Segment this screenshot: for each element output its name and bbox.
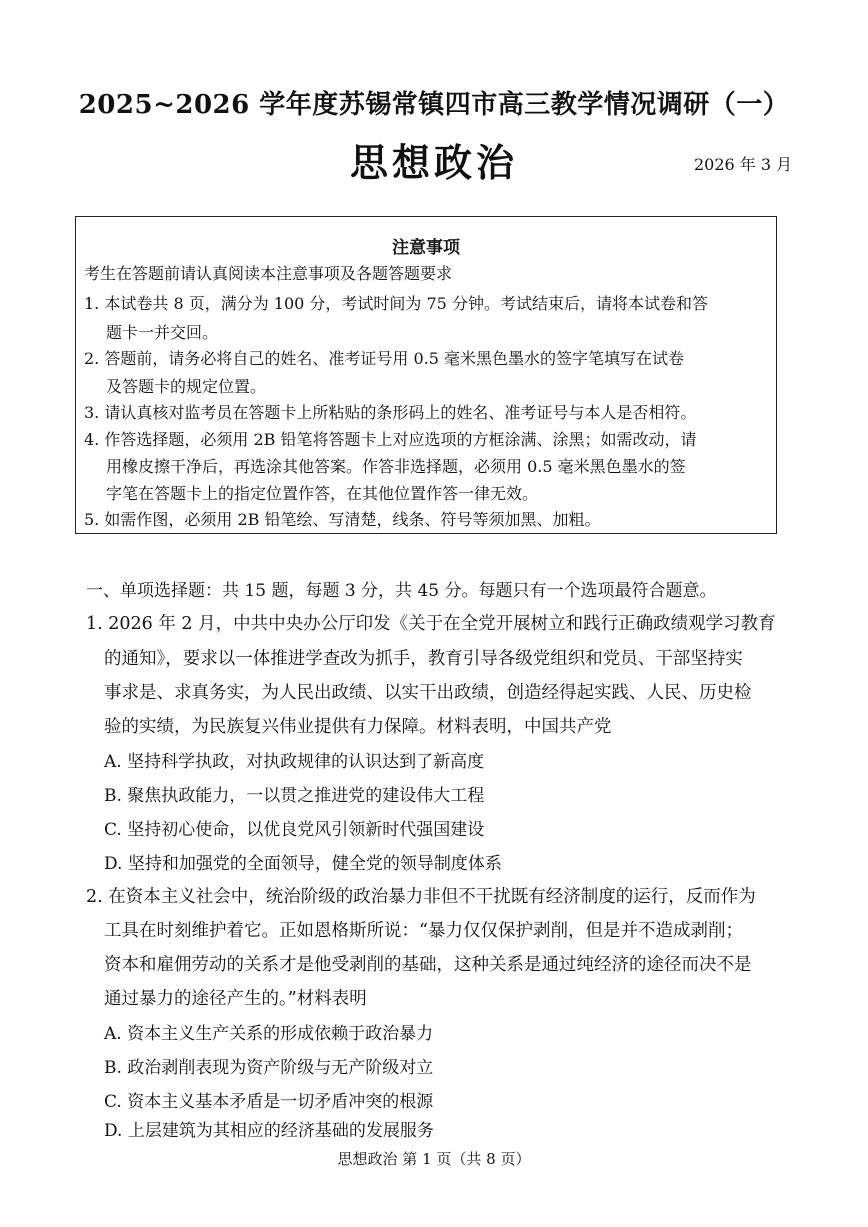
notice-item: 2. 答题前，请务必将自己的姓名、准考证号用 0.5 毫米黑色墨水的签字笔填写在试卷	[84, 349, 684, 368]
question-1-option-d: D. 坚持和加强党的全面领导，健全党的领导制度体系	[104, 854, 502, 874]
notice-item: 4. 作答选择题，必须用 2B 铅笔将答题卡上对应选项的方框涂满、涂黑；如需改动，请	[84, 430, 697, 449]
question-2-line: 工具在时刻维护着它。正如恩格斯所说：“暴力仅仅保护剥削，但是并不造成剥削；	[104, 921, 743, 941]
question-1-line: 1. 2026 年 2 月，中共中央办公厅印发《关于在全党开展树立和践行正确政绩观学习教育	[86, 614, 776, 634]
question-1-option-c: C. 坚持初心使命，以优良党风引领新时代强国建设	[104, 820, 485, 840]
notice-item: 1. 本试卷共 8 页，满分为 100 分，考试时间为 75 分钟。考试结束后，请将本试卷和答	[84, 294, 708, 313]
question-1-option-b: B. 聚焦执政能力，一以贯之推进党的建设伟大工程	[104, 786, 485, 806]
notice-intro: 考生在答题前请认真阅读本注意事项及各题答题要求	[84, 264, 453, 283]
notice-title: 注意事项	[392, 238, 460, 258]
question-2-option-d: D. 上层建筑为其相应的经济基础的发展服务	[104, 1121, 434, 1141]
notice-item: 3. 请认真核对监考员在答题卡上所粘贴的条形码上的姓名、准考证号与本人是否相符。	[84, 403, 697, 422]
exam-title: 2025~2026 学年度苏锡常镇四市高三教学情况调研（一）	[78, 90, 790, 120]
question-1-line: 事求是、求真务实，为人民出政绩、以实干出政绩，创造经得起实践、人民、历史检	[104, 683, 752, 703]
question-2-option-b: B. 政治剥削表现为资产阶级与无产阶级对立	[104, 1058, 434, 1078]
notice-box	[75, 216, 777, 534]
question-1-option-a: A. 坚持科学执政，对执政规律的认识达到了新高度	[104, 752, 485, 772]
question-2-line: 通过暴力的途径产生的。”材料表明	[104, 989, 367, 1009]
notice-item-cont: 字笔在答题卡上的指定位置作答，在其他位置作答一律无效。	[106, 484, 539, 503]
question-1-line: 验的实绩，为民族复兴伟业提供有力保障。材料表明，中国共产党	[104, 717, 612, 737]
notice-item-cont: 用橡皮擦干净后，再选涂其他答案。作答非选择题，必须用 0.5 毫米黑色墨水的签	[106, 457, 686, 476]
notice-item-cont: 题卡一并交回。	[106, 323, 219, 342]
question-2-line: 2. 在资本主义社会中，统治阶级的政治暴力非但不干扰既有经济制度的运行，反而作为	[86, 887, 756, 907]
section-heading: 一、单项选择题：共 15 题，每题 3 分，共 45 分。每题只有一个选项最符合题意。	[86, 581, 717, 601]
page-footer: 思想政治 第 1 页（共 8 页）	[337, 1150, 531, 1168]
question-2-line: 资本和雇佣劳动的关系才是他受剥削的基础，这种关系是通过纯经济的途径而决不是	[104, 955, 752, 975]
exam-date: 2026 年 3 月	[694, 155, 793, 174]
notice-item: 5. 如需作图，必须用 2B 铅笔绘、写清楚，线条、符号等须加黑、加粗。	[84, 510, 601, 529]
question-1-line: 的通知》，要求以一体推进学查改为抓手，教育引导各级党组织和党员、干部坚持实	[104, 649, 743, 669]
question-2-option-c: C. 资本主义基本矛盾是一切矛盾冲突的根源	[104, 1092, 434, 1112]
notice-item-cont: 及答题卡的规定位置。	[106, 377, 267, 396]
subject-title: 思想政治	[349, 140, 518, 185]
question-2-option-a: A. 资本主义生产关系的形成依赖于政治暴力	[104, 1024, 434, 1044]
